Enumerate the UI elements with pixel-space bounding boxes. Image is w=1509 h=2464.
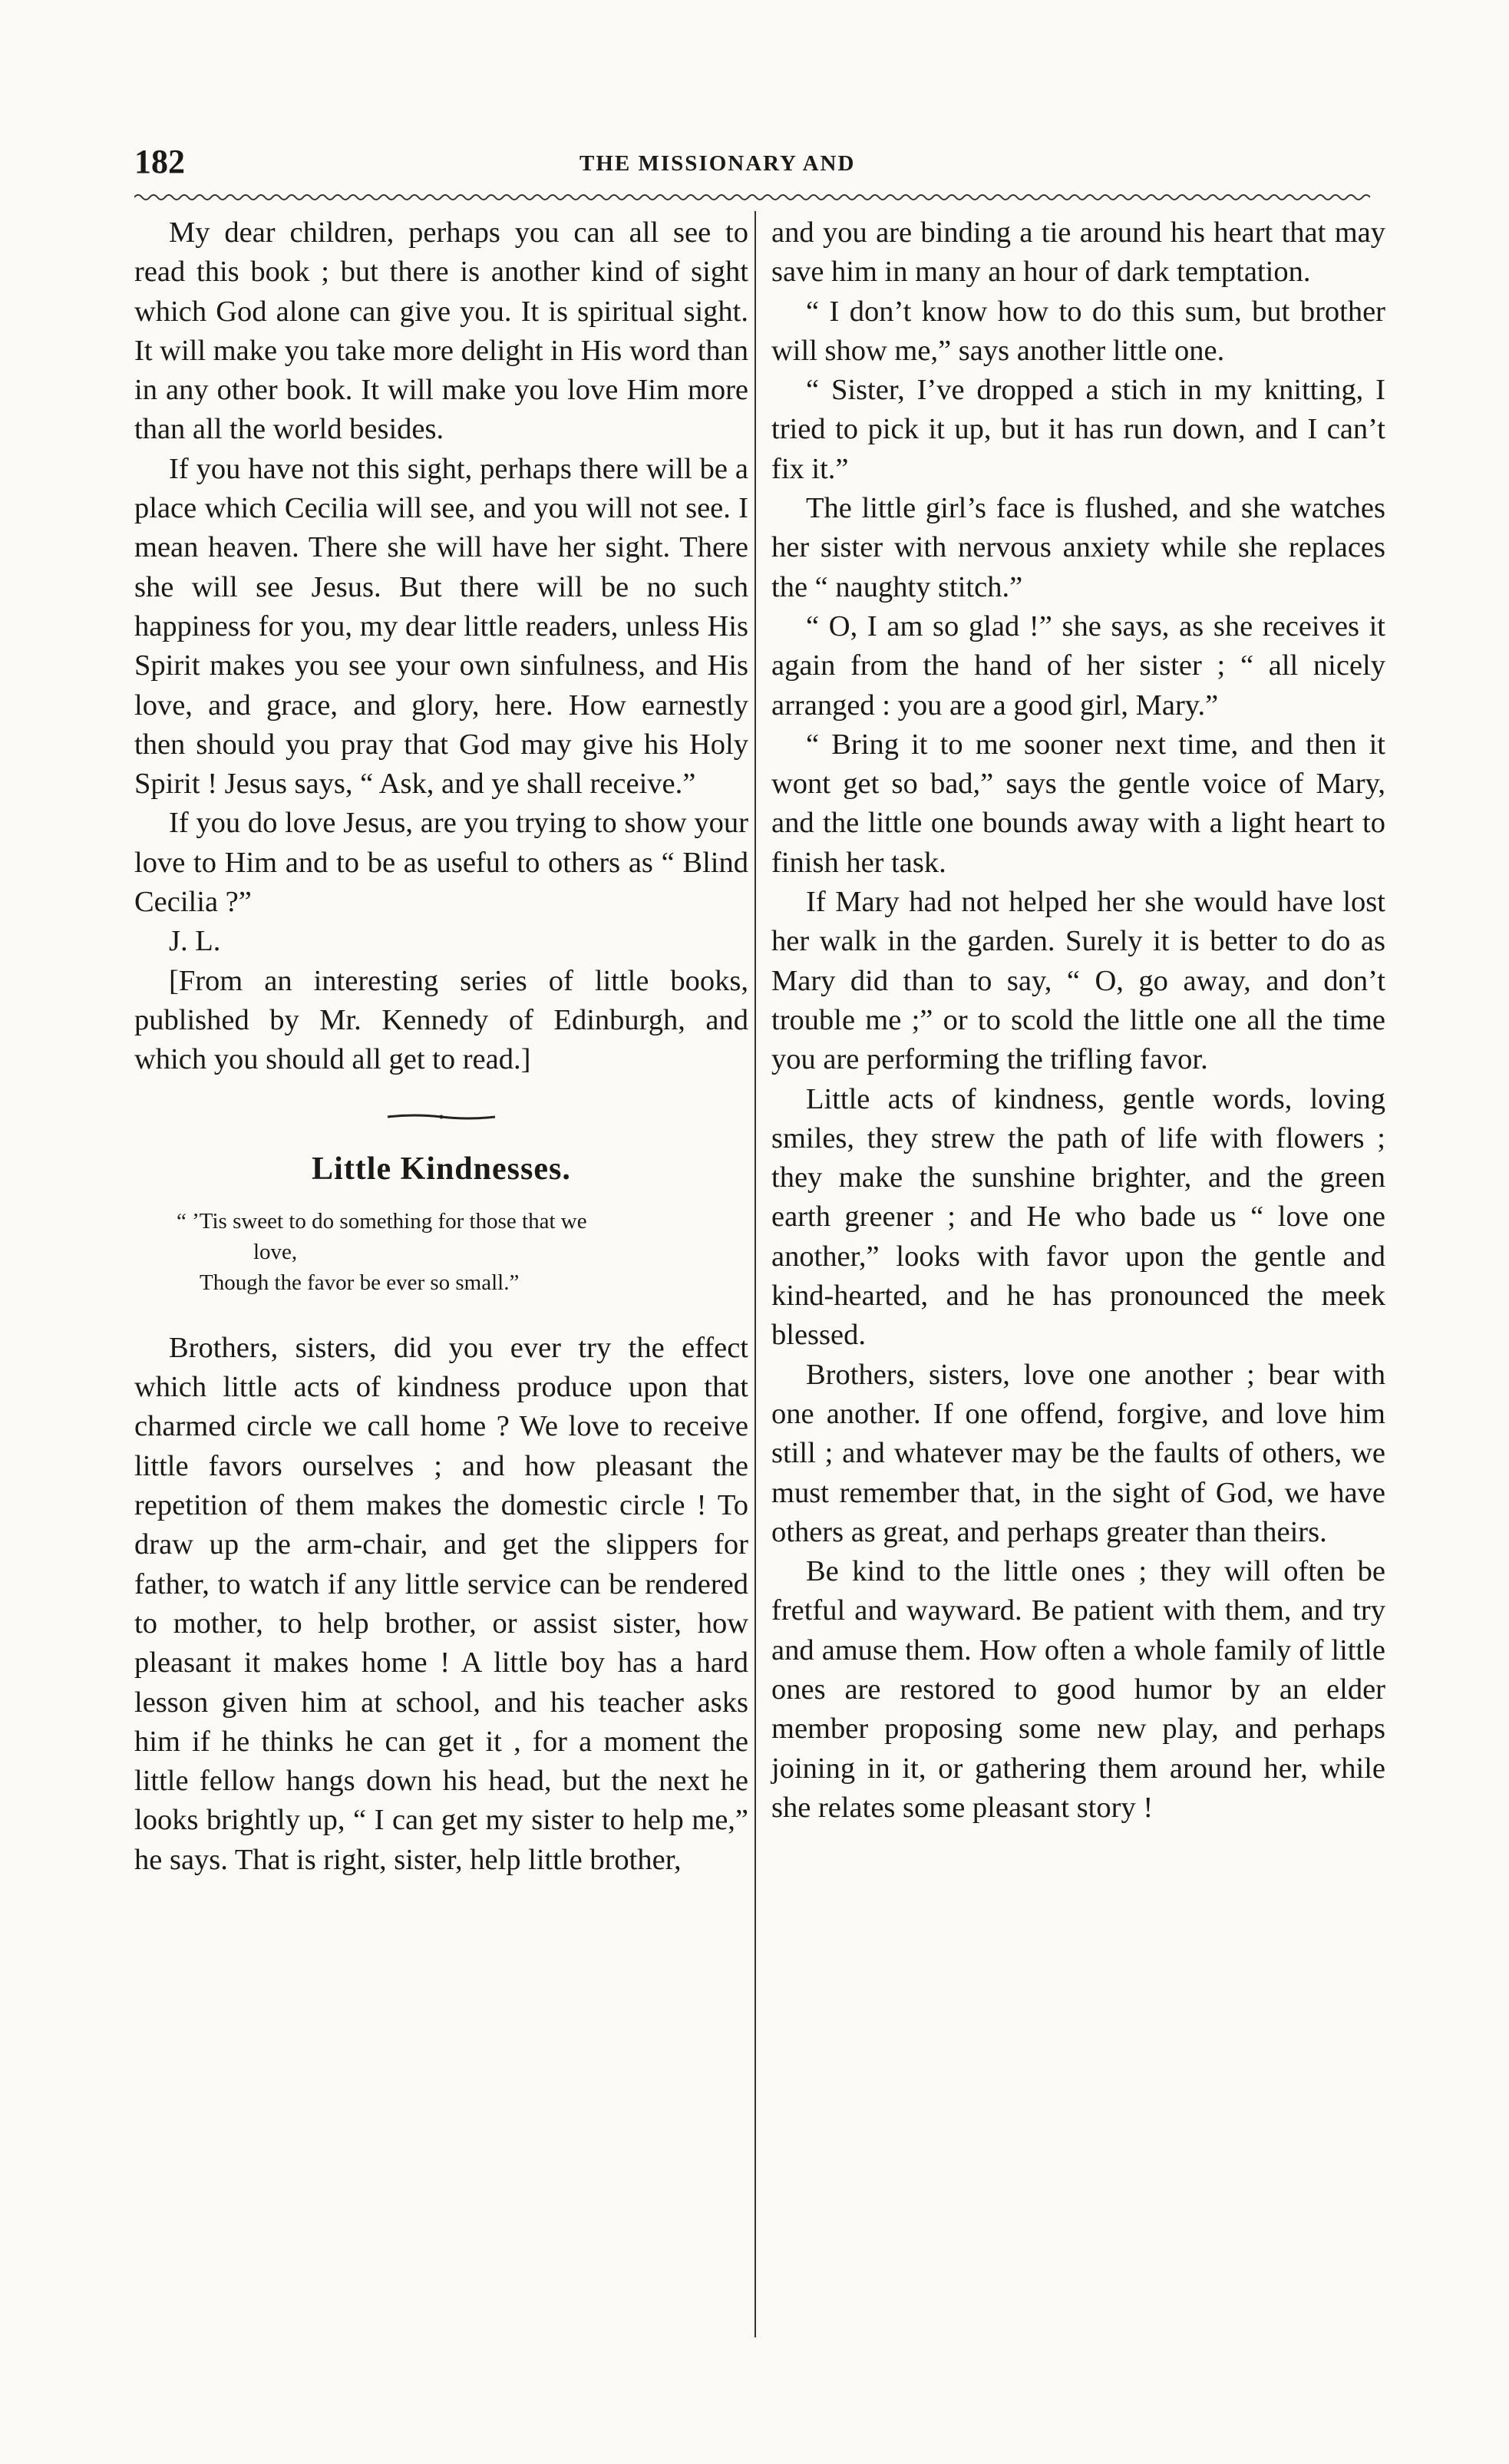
running-head: THE MISSIONARY AND	[579, 151, 856, 176]
left-paragraph-1: My dear children, perhaps you can all see to read this book ; but there is another kind of sight which God alone can give you. It is spiritual sight. It will make you take more delight in His word than in any other book. It will make you love Him more than all the world besides.	[134, 216, 748, 446]
left-paragraph-4: Brothers, sisters, did you ever try the effect which little acts of kindness produce upon that charmed circle we call home ? We love to receive little favors ourselves ; and how pleasant the repetition of them makes the domestic circle ! To draw up the arm-chair, and get the slippers for father, to watch if any little service can be rendered to mother, to help brother, or assist sister, how pleasant it makes home ! A little boy has a hard lesson given him at school, and his teacher asks him if he thinks he can get it , for a moment the little fellow hangs down his head, but the next he looks brightly up, “ I can get my sister to help me,” he says. That is right, sister, help little brother,	[134, 1331, 748, 1876]
source-note: [From an interesting series of little books, published by Mr. Kennedy of Edinburgh, and which you should all get to read.]	[134, 964, 748, 1076]
right-column	[771, 213, 1385, 1828]
section-title: Little Kindnesses.	[312, 1151, 571, 1187]
right-paragraph-1: and you are binding a tie around his heart that may save him in many an hour of dark temptation.	[771, 216, 1385, 289]
epigraph-line-2: love,	[253, 1239, 298, 1264]
column-divider	[754, 211, 756, 2337]
right-paragraph-4: The little girl’s face is flushed, and she watches her sister with nervous anxiety while she replaces the “ naughty stitch.”	[771, 492, 1385, 603]
wavy-rule	[134, 192, 1370, 203]
right-paragraph-7: If Mary had not helped her she would have lost her walk in the garden. Surely it is better to do as Mary did than to say, “ O, go away, and don’t trouble me ;” or to scold the little one all the time you are performing the trifling favor.	[771, 886, 1385, 1076]
right-paragraph-2: “ I don’t know how to do this sum, but brother will show me,” says another little one.	[771, 295, 1385, 367]
page-header	[134, 142, 1370, 188]
epigraph-line-1: “ ’Tis sweet to do something for those that we	[177, 1208, 587, 1234]
epigraph-line-3: Though the favor be ever so small.”	[200, 1270, 520, 1295]
right-paragraph-8: Little acts of kindness, gentle words, loving smiles, they strew the path of life with flowers ; they make the sunshine brighter, and the green earth greener ; and He who bade us “ love one another,” looks with favor upon the gentle and kind-hearted, and he has pronounced the meek blessed.	[771, 1082, 1385, 1352]
right-paragraph-3: “ Sister, I’ve dropped a stich in my knitting, I tried to pick it up, but it has run down, and I can’t fix it.”	[771, 374, 1385, 485]
page-number: 182	[134, 143, 185, 180]
section-ornament	[384, 1111, 499, 1123]
right-paragraph-6: “ Bring it to me sooner next time, and then it wont get so bad,” says the gentle voice of Mary, and the little one bounds away with a light heart to finish her task.	[771, 728, 1385, 879]
signature: J. L.	[169, 925, 221, 958]
right-paragraph-9: Brothers, sisters, love one another ; bear with one another. If one offend, forgive, and love him still ; and whatever may be the faults of others, we must remember that, in the sight of God, we have others as great, and perhaps greater than theirs.	[771, 1358, 1385, 1548]
left-paragraph-2: If you have not this sight, perhaps there will be a place which Cecilia will see, and you will not see. I mean heaven. There she will have her sight. There she will see Jesus. But there will be no such happiness for you, my dear little readers, unless His Spirit makes you see your own sinfulness, and His love, and grace, and glory, here. How earnestly then should you pray that God may give his Holy Spirit ! Jesus says, “ Ask, and ye shall receive.”	[134, 452, 748, 801]
epigraph	[134, 1206, 748, 1298]
left-paragraph-3: If you do love Jesus, are you trying to show your love to Him and to be as useful to others as “ Blind Cecilia ?”	[134, 807, 748, 919]
left-column	[134, 213, 748, 1880]
right-paragraph-5: “ O, I am so glad !” she says, as she receives it again from the hand of her sister ; “ all nicely arranged : you are a good girl, Mary.”	[771, 609, 1385, 722]
right-paragraph-10: Be kind to the little ones ; they will often be fretful and wayward. Be patient with them, and try and amuse them. How often a whole family of little ones are restored to good humor by an elder member proposing some new play, and perhaps joining in it, or gathering them around her, while she relates some pleasant story !	[771, 1555, 1385, 1824]
